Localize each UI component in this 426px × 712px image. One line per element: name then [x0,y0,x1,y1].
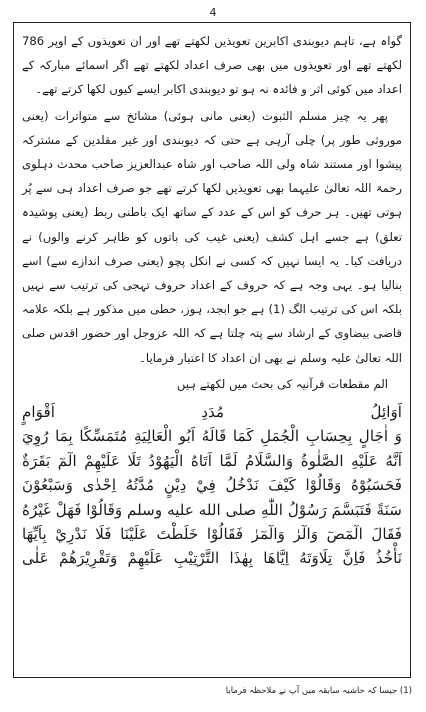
page-number: 4 [209,6,217,19]
arabic-line-6: فَقَالَ الٓمٓصٓ وَالٓرٰ وَالٓمٓرٰ فَقَالُوْا خَلَطْتَ عَلَيْنَا فَلَا نَدْرِيْ بِاَيِّهَا [22,525,402,544]
urdu-text [22,29,402,396]
arabic-line-7: نَأْخُذُ فَاِنَّ تِلَاوَتَهُ اِيَّاهَا بِهٰذَا التَّرْتِيْبِ عَلَيْهِمْ وَتَقْرِيْرَهُمْ عَلٰى [22,549,402,568]
paragraph-3-intro: الم مقطعات قرآنیہ کی بحث میں لکھتے ہیں [176,376,388,391]
arabic-line-4: فَحَسَبُوْهُ وَقَالُوْا كَيْفَ نَدْخُلُ فِيْ دِيْنٍ مُدَّتُهُ اِحْدٰى وَسَبْعُوْنَ [22,476,402,495]
paragraph-2: پھر یہ چیز مسلم الثبوت (یعنی مانی ہوئی) مشائخ سے متواترات (یعنی موروثی طور پر) چلی آرہی ہے حتی کہ دیوبندی اور غیر مقلدین کے مشترکہ پیشوا اور مستند شاہ ولی اللہ صاحب اور شاہ عبدالعزیز صاحب محدث دہلوی رحمۃ اللہ تعالیٰ علیہما بھی تعویذیں لکھا کرتے تھے جو صرف اعداد ہی سے پُر ہوتی تھیں۔ ہر حرف کو اس کے عدد کے ساتھ ایک باطنی ربط (یعنی پوشیدہ تعلق) ہے جسے اہل کشف (یعنی غیب کی باتوں کو ظاہر کرنے والوں) نے دریافت کیا۔ یہ ایسا نہیں کہ کسی نے انکل پچو (یعنی صرف اندازے سے) اسے بنالیا ہو۔ یہی وجہ ہے کہ حروف کے اعداد حروف تہجی کی ترتیب سے نہیں بلکہ اس کی ترتیب الگ (1) ہے جو ابجد، ہوز، حطی میں مذکور ہے بلکہ علامہ قاضی بیضاوی کے ارشاد سے پتہ چلتا ہے کہ اللہ عزوجل اور حضور اقدس صلی اللہ تعالیٰ علیہ وسلم نے بھی ان اعداد کا اعتبار فرمایا۔ [22,108,402,365]
page-content [22,29,402,673]
arabic-line-1: اَوَائِلُ مُدَدِ اَقْوَامٍ [22,403,402,422]
arabic-line-2: وَ اٰجَالٍ بِحِسَابِ الْجُمَلِ كَمَا قَالَهُ اَبُو الْعَالِيَةِ مُتَمَسِّكًا بِمَا رُوِيَ [22,427,402,446]
arabic-line-3: اَنَّهُ عَلَيْهِ الصَّلٰوةُ وَالسَّلَامُ لَمَّا اَتَاهُ الْيَهُوْدُ تَلَا عَلَيْهِمْ الٓمٓ بَقَرَةٌ [22,451,402,470]
footnote: (1) جیسا کہ حاشیہ سابقہ میں آپ نے ملاحظہ فرمایا [225,686,412,696]
text-frame [13,22,411,678]
arabic-line-5: سَنَةً فَتَبَسَّمَ رَسُوْلُ اللّٰهِ صلى الله عليه وسلم وَقَالُوْا فَهَلْ غَيْرُهُ [22,500,402,519]
paragraph-1: گواہ ہے، تاہم دیوبندی اکابرین تعویذیں لکھتے تھے اور ان تعویذوں کے اوپر 786 لکھتے تھے اور تعویذوں میں بھی صرف اعداد لکھتے تھے اگر اسمائے مبارکہ کے اعداد میں کوئی اثر و فائدہ نہ ہو تو دیوبندی اکابر ایسے کیوں لکھا کرتے تھے۔ [22,34,402,97]
arabic-quotation [22,400,402,571]
